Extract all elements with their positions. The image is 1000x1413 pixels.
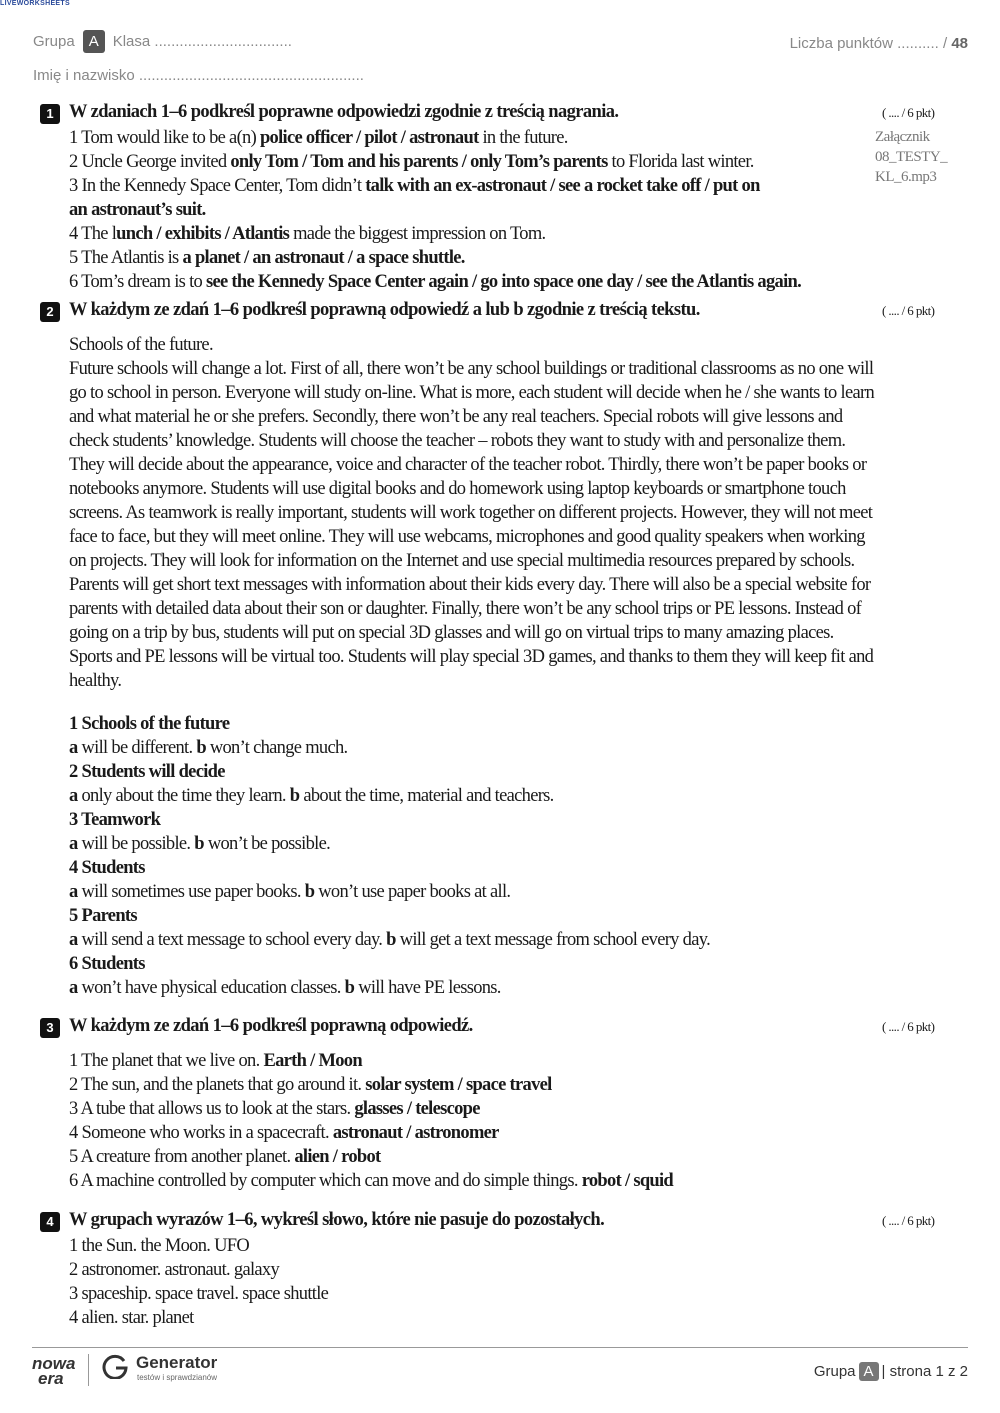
exercise-1 <box>40 102 970 302</box>
answer-options[interactable]: a will be possible. b won’t be possible. <box>69 834 331 854</box>
question-item[interactable]: 5 The Atlantis is a planet / an astronaut / a space shuttle. <box>69 248 465 268</box>
page-info: Grupa A | strona 1 z 2 <box>813 1363 968 1380</box>
question-item[interactable]: 4 Someone who works in a spacecraft. astronaut / astronomer <box>69 1123 499 1143</box>
class-label: Klasa ................................. <box>112 33 292 50</box>
word-group[interactable]: 3 spaceship. space travel. space shuttle <box>69 1284 329 1304</box>
question-item[interactable]: 6 Tom’s dream is to see the Kennedy Space Center again / go into space one day / see the Atlantis again. <box>69 272 802 292</box>
question-item[interactable]: 3 A tube that allows us to look at the stars. glasses / telescope <box>69 1099 480 1119</box>
exercise-number: 2 <box>40 302 60 322</box>
question-item[interactable]: 2 The sun, and the planets that go around it. solar system / space travel <box>69 1075 552 1095</box>
exercise-3 <box>40 1016 970 1196</box>
points-label: Liczba punktów .......... / <box>789 35 948 52</box>
score-summary <box>790 35 968 52</box>
brand-logo: LIVEWORKSHEETS <box>0 0 70 7</box>
logo-separator <box>88 1354 89 1386</box>
exercise-number: 3 <box>40 1018 60 1038</box>
group-label: Grupa <box>33 33 75 50</box>
generator-g-icon <box>102 1353 128 1379</box>
question-head: 5 Parents <box>69 906 137 926</box>
points-box: ( .... / 6 pkt) <box>882 303 935 318</box>
exercise-title: W zdaniach 1–6 podkreśl poprawne odpowiedzi zgodnie z treścią nagrania. <box>69 102 619 122</box>
nowa-era-logo: nowa era <box>32 1354 76 1388</box>
answer-options[interactable]: a will sometimes use paper books. b won’t use paper books at all. <box>69 882 511 902</box>
points-total: 48 <box>951 35 968 52</box>
word-group[interactable]: 1 the Sun. the Moon. UFO <box>69 1236 250 1256</box>
passage-title: Schools of the future. <box>69 335 213 355</box>
answer-options[interactable]: a only about the time they learn. b about the time, material and teachers. <box>69 786 554 806</box>
question-item[interactable]: 3 In the Kennedy Space Center, Tom didn’t talk with an ex-astronaut / see a rocket take off / put on <box>69 176 760 196</box>
footer-divider <box>32 1347 968 1348</box>
question-item[interactable]: 5 A creature from another planet. alien / robot <box>69 1147 381 1167</box>
word-group[interactable]: 4 alien. star. planet <box>69 1308 194 1328</box>
exercise-2-questions <box>40 712 970 1002</box>
question-item[interactable]: 1 The planet that we live on. Earth / Moon <box>69 1051 362 1071</box>
answer-options[interactable]: a won’t have physical education classes. b will have PE lessons. <box>69 978 501 998</box>
answer-options[interactable]: a will send a text message to school every day. b will get a text message from school every day. <box>69 930 710 950</box>
exercise-title: W każdym ze zdań 1–6 podkreśl poprawną odpowiedź. <box>69 1016 473 1036</box>
question-head: 2 Students will decide <box>69 762 225 782</box>
exercise-title: W każdym ze zdań 1–6 podkreśl poprawną odpowiedź a lub b zgodnie z treścią tekstu. <box>69 300 700 320</box>
group-letter-badge: A <box>859 1362 879 1381</box>
exercise-number: 1 <box>40 104 60 124</box>
exercise-4 <box>40 1210 970 1330</box>
exercise-2 <box>40 300 970 330</box>
exercise-number: 4 <box>40 1212 60 1232</box>
audio-attachment: Załącznik 08_TESTY_ KL_6.mp3 <box>875 129 948 185</box>
group-letter-badge: A <box>83 30 105 53</box>
question-item[interactable]: 1 Tom would like to be a(n) police officer / pilot / astronaut in the future. <box>69 128 568 148</box>
answer-options[interactable]: a will be different. b won’t change much. <box>69 738 348 758</box>
question-item[interactable]: 6 A machine controlled by computer which can move and do simple things. robot / squid <box>69 1171 674 1191</box>
generator-subtitle: testów i sprawdzianów <box>137 1373 218 1382</box>
question-head: 1 Schools of the future <box>69 714 230 734</box>
name-label: Imię i nazwisko ...................................................... <box>33 67 364 84</box>
question-item[interactable]: 2 Uncle George invited only Tom / Tom and his parents / only Tom’s parents to Florida last winter. <box>69 152 754 172</box>
header-group <box>33 30 292 53</box>
question-head: 6 Students <box>69 954 145 974</box>
exercise-title: W grupach wyrazów 1–6, wykreśl słowo, które nie pasuje do pozostałych. <box>69 1210 605 1230</box>
points-box: ( .... / 6 pkt) <box>882 105 935 120</box>
question-item-continued[interactable]: an astronaut’s suit. <box>69 200 206 220</box>
reading-passage <box>69 333 879 693</box>
points-box: ( .... / 6 pkt) <box>882 1019 935 1034</box>
question-head: 4 Students <box>69 858 145 878</box>
question-item[interactable]: 4 The lunch / exhibits / Atlantis made the biggest impression on Tom. <box>69 224 546 244</box>
passage-body: Future schools will change a lot. First of all, there won’t be any school buildings or traditional classrooms as no one will go to school in person. Everyone will study on-line. What is more, each student will decide when he / she wants to learn and what material he or she prefers. Secondly, there won’t be any real teachers. Special robots will give lessons and check students’ knowledge. Students will choose the teacher – robots they want to study with and personalize them. They will decide about the appearance, voice and character of the teacher robot. Thirdly, there won’t be paper books or notebooks anymore. Students will use digital books and do homework using laptop keyboards or smartphone touch screens. As teamwork is really important, students will work together on different projects. However, they will not meet face to face, but they will meet online. They will use webcams, microphones and good quality speakers when working on projects. They will look for information on the Internet and use special multimedia resources prepared by schools. Parents will get short text messages with information about their kids every day. There will also be a special website for parents with detailed data about their son or daughter. Finally, there won’t be any school trips or PE lessons. Instead of going on a trip by bus, students will put on special 3D glasses and will go on virtual trips to many amazing places. Sports and PE lessons will be virtual too. Students will play special 3D games, and thanks to them they will keep fit and healthy. <box>69 359 874 691</box>
generator-title: Generator <box>136 1353 218 1372</box>
points-box: ( .... / 6 pkt) <box>882 1213 935 1228</box>
question-head: 3 Teamwork <box>69 810 161 830</box>
word-group[interactable]: 2 astronomer. astronaut. galaxy <box>69 1260 280 1280</box>
